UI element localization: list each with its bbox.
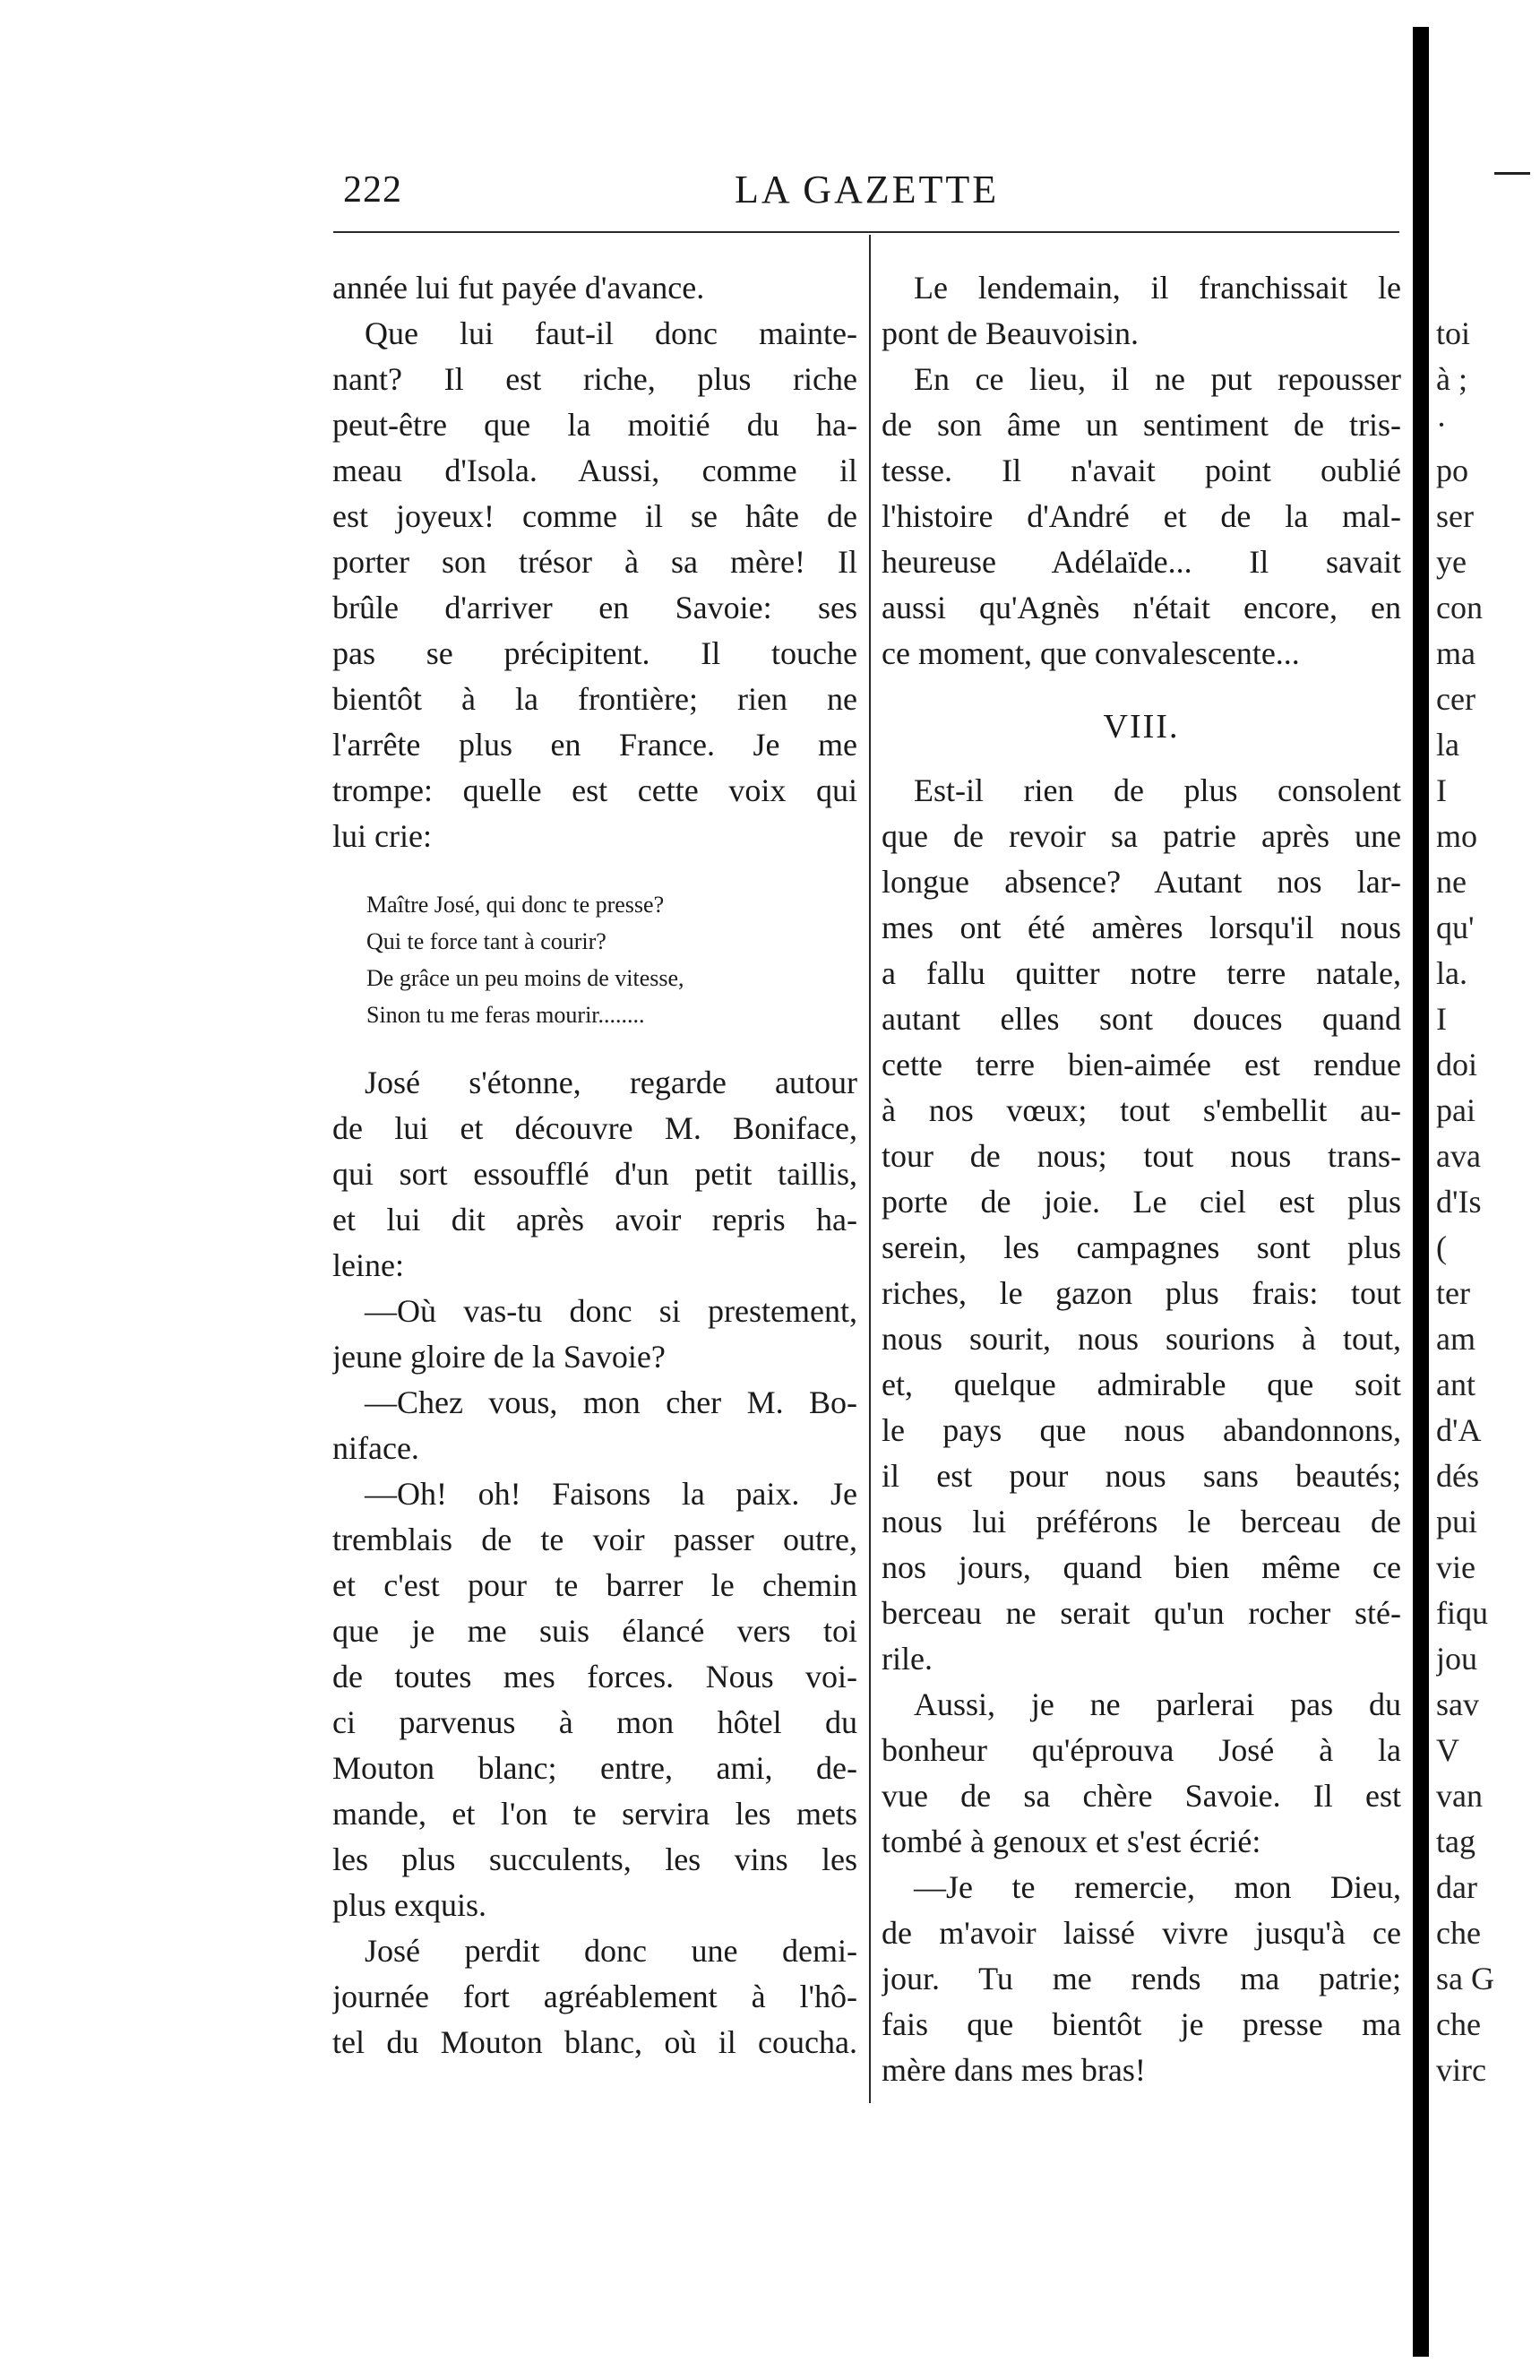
text-line: mes ont été amères lorsqu'il nous xyxy=(882,910,1401,945)
left-column-body-continued xyxy=(332,1060,857,2065)
facing-page-fragment: d'Is xyxy=(1436,1184,1482,1220)
facing-page-fragment: virc xyxy=(1436,2052,1486,2088)
text-line: autant elles sont douces quand xyxy=(882,1001,1401,1037)
facing-page-fragment: cer xyxy=(1436,681,1475,717)
running-head: LA GAZETTE xyxy=(735,168,1000,211)
text-line: —Chez vous, mon cher M. Bo- xyxy=(365,1384,857,1420)
text-line: heureuse Adélaïde... Il savait xyxy=(882,544,1401,580)
text-line: riches, le gazon plus frais: tout xyxy=(882,1275,1401,1311)
text-line: les plus succulents, les vins les xyxy=(332,1841,857,1877)
text-line: tremblais de te voir passer outre, xyxy=(332,1522,857,1557)
text-line: pont de Beauvoisin. xyxy=(882,315,1139,351)
facing-page-fragment: mo xyxy=(1436,818,1478,854)
text-line: l'arrête plus en France. Je me xyxy=(332,727,857,763)
text-line: nos jours, quand bien même ce xyxy=(882,1549,1401,1585)
text-line: nant? Il est riche, plus riche xyxy=(332,361,857,397)
text-line: à nos vœux; tout s'embellit au- xyxy=(882,1092,1401,1128)
facing-page-fragment: che xyxy=(1436,1915,1481,1951)
facing-page-fragment: ser xyxy=(1436,498,1474,534)
right-column-body xyxy=(882,265,1401,677)
text-line: et c'est pour te barrer le chemin xyxy=(332,1567,857,1603)
text-line: mère dans mes bras! xyxy=(882,2052,1146,2088)
text-line: de toutes mes forces. Nous voi- xyxy=(332,1659,857,1694)
right-column xyxy=(882,265,1401,2093)
text-line: José perdit donc une demi- xyxy=(365,1933,857,1969)
text-line: qui sort essoufflé d'un petit taillis, xyxy=(332,1156,857,1192)
verse-line: Maître José, qui donc te presse? xyxy=(366,892,665,918)
text-line: tel du Mouton blanc, où il coucha. xyxy=(332,2024,857,2060)
text-line: Aussi, je ne parlerai pas du xyxy=(914,1686,1401,1722)
facing-page-fragment: dés xyxy=(1436,1458,1479,1494)
page-number: 222 xyxy=(343,169,402,211)
facing-page-fragment: pai xyxy=(1436,1092,1475,1128)
facing-page-fragment: pui xyxy=(1436,1504,1478,1539)
text-line: José s'étonne, regarde autour xyxy=(365,1065,857,1100)
facing-page-fragment: qu' xyxy=(1436,910,1475,945)
facing-page-fragment: dar xyxy=(1436,1869,1477,1905)
text-line: rile. xyxy=(882,1641,933,1677)
text-line: serein, les campagnes sont plus xyxy=(882,1229,1401,1265)
text-line: plus exquis. xyxy=(332,1887,487,1923)
text-line: berceau ne serait qu'un rocher sté- xyxy=(882,1595,1401,1631)
binding-edge xyxy=(1413,27,1429,2357)
text-line: Est-il rien de plus consolent xyxy=(914,772,1401,808)
left-column xyxy=(332,265,857,2065)
text-line: lui crie: xyxy=(332,818,432,854)
verse-line: Qui te force tant à courir? xyxy=(366,928,607,954)
text-line: nous sourit, nous sourions à tout, xyxy=(882,1321,1401,1357)
facing-page-fragment: po xyxy=(1436,453,1468,488)
facing-page-fragment: la xyxy=(1436,727,1459,763)
verse-line: De grâce un peu moins de vitesse, xyxy=(366,965,684,991)
facing-page-fragment: à ; xyxy=(1436,361,1467,397)
text-line: leine: xyxy=(332,1247,404,1283)
text-line: tour de nous; tout nous trans- xyxy=(882,1138,1401,1174)
text-line: trompe: quelle est cette voix qui xyxy=(332,772,857,808)
text-line: pas se précipitent. Il touche xyxy=(332,635,857,671)
text-line: mande, et l'on te servira les mets xyxy=(332,1796,857,1832)
facing-page-fragment: sa G xyxy=(1436,1961,1494,1996)
text-line: tombé à genoux et s'est écrié: xyxy=(882,1824,1261,1859)
text-line: le pays que nous abandonnons, xyxy=(882,1412,1401,1448)
facing-page-fragment: van xyxy=(1436,1778,1483,1814)
facing-page-fragment: vie xyxy=(1436,1549,1475,1585)
text-line: longue absence? Autant nos lar- xyxy=(882,864,1401,900)
text-line: de m'avoir laissé vivre jusqu'à ce xyxy=(882,1915,1401,1951)
text-line: aussi qu'Agnès n'était encore, en xyxy=(882,590,1401,625)
facing-page-fragment: V xyxy=(1436,1732,1459,1768)
verse-line: Sinon tu me feras mourir........ xyxy=(366,1002,645,1028)
facing-page-fragment: tag xyxy=(1436,1824,1475,1859)
text-line: bientôt à la frontière; rien ne xyxy=(332,681,857,717)
facing-page-fragment: I xyxy=(1436,1001,1447,1037)
text-line: meau d'Isola. Aussi, comme il xyxy=(332,453,857,488)
text-line: ce moment, que convalescente... xyxy=(882,635,1300,671)
facing-page-fragment: ava xyxy=(1436,1138,1481,1174)
right-column-body-continued xyxy=(882,768,1401,2093)
section-heading: VIII. xyxy=(1103,708,1180,746)
text-line: est joyeux! comme il se hâte de xyxy=(332,498,857,534)
text-line: Le lendemain, il franchissait le xyxy=(914,270,1401,306)
text-line: fais que bientôt je presse ma xyxy=(882,2006,1401,2042)
facing-page-fragment: I xyxy=(1436,772,1447,808)
text-line: que je me suis élancé vers toi xyxy=(332,1613,857,1649)
text-line: nous lui préférons le berceau de xyxy=(882,1504,1401,1539)
header-rule xyxy=(333,231,1399,233)
facing-page-fragment: ter xyxy=(1436,1275,1470,1311)
text-line: Mouton blanc; entre, ami, de- xyxy=(332,1750,857,1786)
text-line: journée fort agréablement à l'hô- xyxy=(332,1979,857,2014)
text-line: peut-être que la moitié du ha- xyxy=(332,407,857,443)
text-line: porte de joie. Le ciel est plus xyxy=(882,1184,1401,1220)
text-line: et, quelque admirable que soit xyxy=(882,1367,1401,1402)
facing-page-fragment: la. xyxy=(1436,955,1467,991)
text-line: l'histoire d'André et de la mal- xyxy=(882,498,1401,534)
facing-page-fragment: d'A xyxy=(1436,1412,1482,1448)
facing-page-fragments xyxy=(1436,265,1540,2093)
facing-page-fragment: am xyxy=(1436,1321,1475,1357)
text-line: bonheur qu'éprouva José à la xyxy=(882,1732,1401,1768)
text-line: —Où vas-tu donc si prestement, xyxy=(365,1293,857,1329)
text-line: ci parvenus à mon hôtel du xyxy=(332,1704,857,1740)
facing-page-fragment xyxy=(1436,265,1540,311)
facing-page-fragment: ma xyxy=(1436,635,1475,671)
text-line: jour. Tu me rends ma patrie; xyxy=(882,1961,1401,1996)
text-line: niface. xyxy=(332,1430,419,1466)
facing-page-fragment: · xyxy=(1436,407,1447,443)
text-line: jeune gloire de la Savoie? xyxy=(332,1339,666,1375)
facing-page-fragment: con xyxy=(1436,590,1483,625)
facing-page-fragment: che xyxy=(1436,2006,1481,2042)
facing-page-fragment: toi xyxy=(1436,315,1471,351)
text-line: vue de sa chère Savoie. Il est xyxy=(882,1778,1401,1814)
text-line: —Oh! oh! Faisons la paix. Je xyxy=(365,1476,857,1512)
column-divider xyxy=(869,235,871,2103)
text-line: Que lui faut-il donc mainte- xyxy=(365,315,857,351)
text-line: année lui fut payée d'avance. xyxy=(332,270,705,306)
facing-page-fragment: sav xyxy=(1436,1686,1479,1722)
text-line: porter son trésor à sa mère! Il xyxy=(332,544,857,580)
facing-page-fragment: ye xyxy=(1436,544,1467,580)
text-line: que de revoir sa patrie après une xyxy=(882,818,1401,854)
facing-page-fragment: jou xyxy=(1436,1641,1478,1677)
verse-block xyxy=(366,886,857,1033)
text-line: brûle d'arriver en Savoie: ses xyxy=(332,590,857,625)
text-line: tesse. Il n'avait point oublié xyxy=(882,453,1401,488)
facing-page-fragment: ne xyxy=(1436,864,1467,900)
text-line: cette terre bien-aimée est rendue xyxy=(882,1047,1401,1082)
facing-page-fragment: doi xyxy=(1436,1047,1478,1082)
text-line: il est pour nous sans beautés; xyxy=(882,1458,1401,1494)
text-line: —Je te remercie, mon Dieu, xyxy=(914,1869,1401,1905)
text-line: de son âme un sentiment de tris- xyxy=(882,407,1401,443)
facing-page-fragment: fiqu xyxy=(1436,1595,1488,1631)
facing-page-dash xyxy=(1494,172,1530,175)
text-line: a fallu quitter notre terre natale, xyxy=(882,955,1401,991)
left-column-body xyxy=(332,265,857,859)
text-line: En ce lieu, il ne put repousser xyxy=(914,361,1401,397)
text-line: de lui et découvre M. Boniface, xyxy=(332,1110,857,1146)
facing-page-fragment: ant xyxy=(1436,1367,1475,1402)
text-line: et lui dit après avoir repris ha- xyxy=(332,1202,857,1237)
facing-page-fragment: ( xyxy=(1436,1229,1447,1265)
